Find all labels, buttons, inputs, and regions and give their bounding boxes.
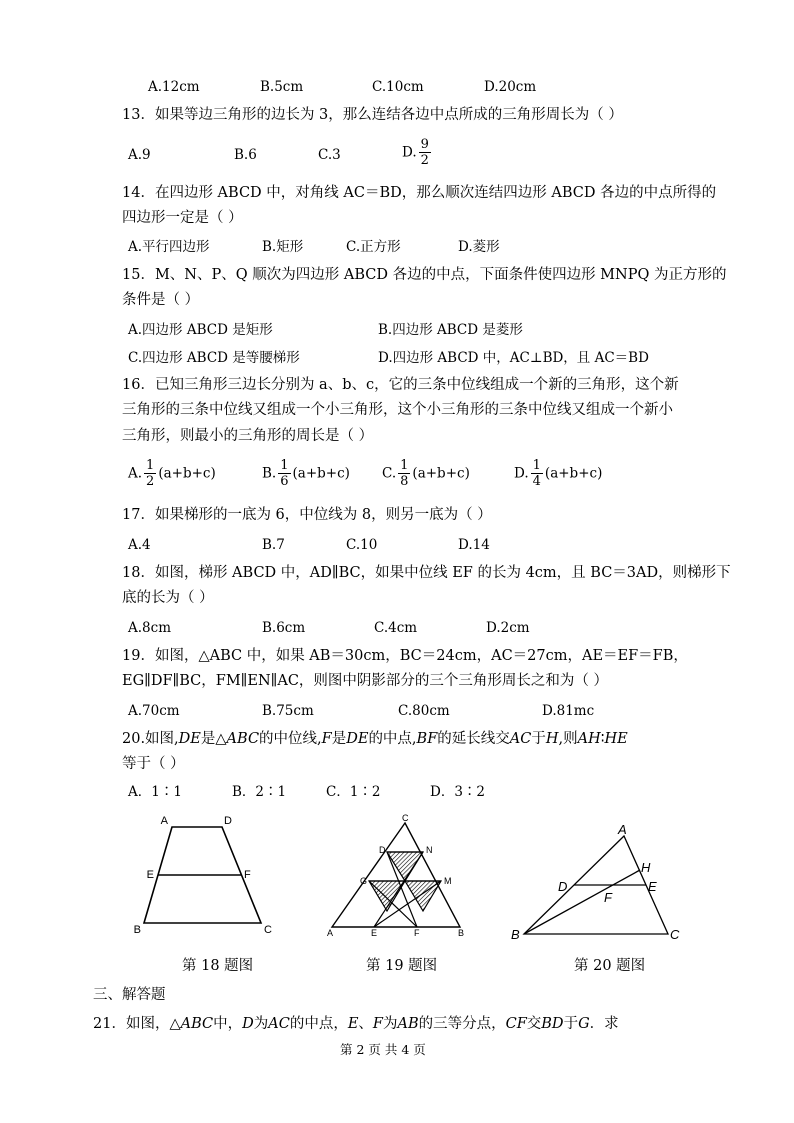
- q17-stem: 17．如果梯形的一底为 6，中位线为 8，则另一底为（ ）: [122, 507, 492, 523]
- q21-stem: 21．如图，△ABC中，D为AC的中点，E、F为AB的三等分点，CF交BD于G．求: [93, 1016, 619, 1032]
- q13-option-c: C.3: [318, 147, 341, 163]
- figure-18-caption: 第 18 题图: [182, 958, 254, 974]
- q16-stem-3: 三角形，则最小的三角形的周长是（ ）: [122, 428, 374, 444]
- q16-option-d: D. $\frac{1}{4}$ (a+b+c): [514, 458, 603, 489]
- q15-option-a: A.四边形 ABCD 是矩形: [128, 322, 273, 338]
- q16-stem-1: 16．已知三角形三边长分别为 a、b、c，它的三条中位线组成一个新的三角形，这个新: [122, 377, 679, 393]
- q20-stem-1: 20.如图,DE是△ABC的中位线,F是DE的中点,BF的延长线交AC于H,则AH∶HE: [122, 731, 628, 747]
- q17-option-b: B.7: [262, 537, 285, 553]
- q14-stem-2: 四边形一定是（ ）: [122, 210, 243, 226]
- figure-19: [322, 815, 467, 940]
- q13-stem: 13．如果等边三角形的边长为 3，那么连结各边中点所成的三角形周长为（ ）: [122, 107, 623, 123]
- q19-option-d: D.81mc: [542, 703, 595, 719]
- label-d: D: [224, 815, 232, 827]
- q17-option-a: A.4: [128, 537, 151, 553]
- segment-bh: [524, 870, 640, 934]
- q18-option-a: A.8cm: [128, 620, 171, 636]
- label-e: E: [371, 928, 378, 938]
- q15-stem-1: 15．M、N、P、Q 顺次为四边形 ABCD 各边的中点，下面条件使四边形 MNPQ 为正方形的: [122, 267, 727, 283]
- q16-stem-2: 三角形的三条中位线又组成一个小三角形，这个小三角形的三条中位线又组成一个新小: [122, 402, 673, 418]
- q12-option-b: B.5cm: [260, 79, 304, 95]
- q17-option-c: C.10: [346, 537, 378, 553]
- label-m: M: [444, 876, 452, 886]
- figure-19-caption: 第 19 题图: [366, 958, 438, 974]
- q16-option-a: A. $\frac{1}{2}$ (a+b+c): [128, 458, 216, 489]
- label-a: A: [618, 822, 627, 837]
- label-c: C: [670, 927, 680, 942]
- shaded-triangle-right: [405, 881, 441, 911]
- q19-stem-2: EG∥DF∥BC，FM∥EN∥AC，则图中阴影部分的三个三角形周长之和为（ ）: [122, 673, 609, 689]
- q20-stem-2: 等于（ ）: [122, 756, 185, 772]
- q12-option-d: D.20cm: [484, 79, 537, 95]
- q18-stem-2: 底的长为（ ）: [122, 590, 214, 606]
- q14-option-c: C.正方形: [346, 239, 401, 255]
- figure-20: [510, 820, 690, 945]
- q15-option-d: D.四边形 ABCD 中，AC⊥BD，且 AC＝BD: [378, 350, 649, 366]
- label-f: F: [244, 869, 251, 881]
- q15-option-c: C.四边形 ABCD 是等腰梯形: [128, 350, 300, 366]
- q14-stem-1: 14．在四边形 ABCD 中，对角线 AC＝BD，那么顺次连结四边形 ABCD 各边的中点所得的: [122, 185, 717, 201]
- label-b: B: [511, 927, 520, 942]
- q20-option-c: C．1∶2: [326, 784, 381, 800]
- label-h: H: [641, 860, 651, 875]
- label-d: D: [558, 879, 568, 894]
- figure-18: [128, 815, 278, 940]
- q20-option-b: B．2∶1: [232, 784, 287, 800]
- q18-stem-1: 18．如图，梯形 ABCD 中，AD∥BC，如果中位线 EF 的长为 4cm，且 BC＝3AD，则梯形下: [122, 565, 731, 581]
- label-g: G: [360, 876, 368, 886]
- label-c: C: [402, 813, 409, 823]
- q13-option-a: A.9: [128, 147, 151, 163]
- q18-option-c: C.4cm: [374, 620, 418, 636]
- q12-option-c: C.10cm: [372, 79, 424, 95]
- label-b: B: [133, 924, 141, 936]
- q18-option-b: B.6cm: [262, 620, 306, 636]
- q18-option-d: D.2cm: [486, 620, 530, 636]
- q14-option-b: B.矩形: [262, 239, 304, 255]
- q20-option-d: D．3∶2: [430, 784, 486, 800]
- q13-d-numerator: 9: [420, 137, 429, 152]
- label-e: E: [146, 869, 154, 881]
- q12-option-a: A.12cm: [148, 79, 200, 95]
- label-f: F: [604, 890, 612, 905]
- q15-option-b: B.四边形 ABCD 是菱形: [378, 322, 523, 338]
- q17-option-d: D.14: [458, 537, 490, 553]
- q19-stem-1: 19．如图，△ABC 中，如果 AB＝30cm，BC＝24cm，AC＝27cm，AE＝EF＝FB，: [122, 648, 688, 664]
- label-f: F: [414, 928, 420, 938]
- label-e: E: [648, 879, 657, 894]
- label-b: B: [458, 928, 465, 938]
- label-c: C: [264, 924, 272, 936]
- label-n: N: [426, 845, 433, 855]
- figure-20-caption: 第 20 题图: [574, 958, 646, 974]
- page-footer: 第 2 页 共 4 页: [340, 1042, 426, 1057]
- q14-option-a: A.平行四边形: [128, 239, 210, 255]
- q13-option-d: D. $\frac{9}{2}$: [402, 137, 429, 168]
- q20-option-a: A．1∶1: [128, 784, 182, 800]
- q14-option-d: D.菱形: [458, 239, 500, 255]
- q13-d-denominator: 2: [420, 153, 429, 168]
- section-title: 三、解答题: [93, 987, 166, 1003]
- label-a: A: [327, 928, 334, 938]
- q19-option-c: C.80cm: [398, 703, 450, 719]
- q19-option-b: B.75cm: [262, 703, 314, 719]
- label-d: D: [379, 845, 386, 855]
- label-a: A: [160, 815, 168, 827]
- q13-option-b: B.6: [234, 147, 257, 163]
- q16-option-c: C. $\frac{1}{8}$ (a+b+c): [382, 458, 470, 489]
- q16-option-b: B. $\frac{1}{6}$ (a+b+c): [262, 458, 350, 489]
- q19-option-a: A.70cm: [128, 703, 180, 719]
- q15-stem-2: 条件是（ ）: [122, 292, 200, 308]
